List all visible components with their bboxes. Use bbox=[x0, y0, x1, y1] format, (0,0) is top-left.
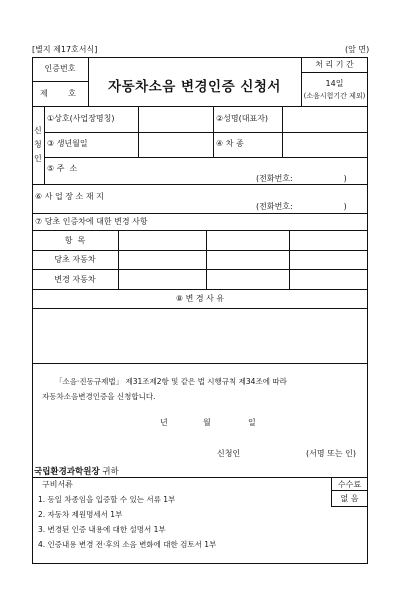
changes-section-title: ⑦ 당초 인증차에 대한 변경 사항 bbox=[35, 217, 148, 226]
vehicle-type-label: ④ 차 종 bbox=[216, 139, 244, 148]
recipient-name: 국립환경과학원장 bbox=[34, 467, 100, 477]
recipient-suffix: 귀하 bbox=[99, 467, 119, 477]
phone-1: (전화번호: ) bbox=[256, 174, 347, 183]
applicant-side-1: 신 bbox=[34, 126, 42, 135]
processing-note: (소음시험기간 제외) bbox=[303, 92, 366, 100]
row-changed-label: 변경 자동차 bbox=[54, 275, 96, 284]
row-original-label: 당초 자동차 bbox=[54, 255, 96, 264]
reason-label: ⑧ 변 경 사 유 bbox=[175, 294, 225, 303]
address-label: ⑤ 주 소 bbox=[47, 164, 78, 173]
company-label: ①상호(사업장명칭) bbox=[47, 114, 115, 123]
document-item-1: 1. 동일 차종임을 입증할 수 있는 서류 1부 bbox=[38, 495, 176, 504]
recipient bbox=[34, 465, 119, 477]
fee-label: 수수료 bbox=[337, 480, 362, 489]
document-item-3: 3. 변경된 인증 내용에 대한 설명서 1부 bbox=[38, 525, 166, 534]
page-side: (앞 면) bbox=[345, 45, 370, 54]
fee-value: 없 음 bbox=[340, 494, 359, 503]
phone-2: (전화번호: ) bbox=[256, 202, 347, 211]
cert-number-label: 인증번호 bbox=[44, 64, 76, 73]
applicant-side-2: 청 bbox=[34, 140, 42, 149]
site-address-label: ⑥ 사 업 장 소 재 지 bbox=[35, 192, 104, 201]
document-item-4: 4. 인증내용 변경 전·후의 소음 변화에 대한 검토서 1부 bbox=[38, 540, 217, 549]
applicant-sign-label: 신청인 bbox=[217, 449, 241, 458]
birth-label: ③ 생년월일 bbox=[47, 139, 88, 148]
processing-days: 14일 bbox=[325, 79, 344, 88]
documents-title: 구비서류 bbox=[42, 480, 73, 489]
name-label: ②성명(대표자) bbox=[216, 114, 269, 123]
document-item-2: 2. 자동차 제원명세서 1부 bbox=[38, 510, 123, 519]
form-number: [별지 제17호서식] bbox=[32, 45, 98, 54]
sign-note: (서명 또는 인) bbox=[306, 449, 356, 458]
form-title: 자동차소음 변경인증 신청서 bbox=[108, 79, 281, 95]
declaration-text-1: 「소음·진동규제법」 제31조제2항 및 같은 법 시행규칙 제34조에 따라 bbox=[55, 377, 287, 386]
declaration-text-2: 자동차소음변경인증을 신청합니다. bbox=[42, 392, 156, 401]
processing-label: 처 리 기 간 bbox=[315, 60, 354, 69]
number-label: 제 호 bbox=[40, 89, 76, 98]
date-month: 월 bbox=[203, 418, 211, 427]
col-item-header: 항 목 bbox=[64, 236, 86, 245]
form-frame bbox=[32, 57, 368, 564]
date-day: 일 bbox=[248, 418, 256, 427]
date-year: 년 bbox=[160, 418, 168, 427]
applicant-side-3: 인 bbox=[34, 154, 42, 163]
